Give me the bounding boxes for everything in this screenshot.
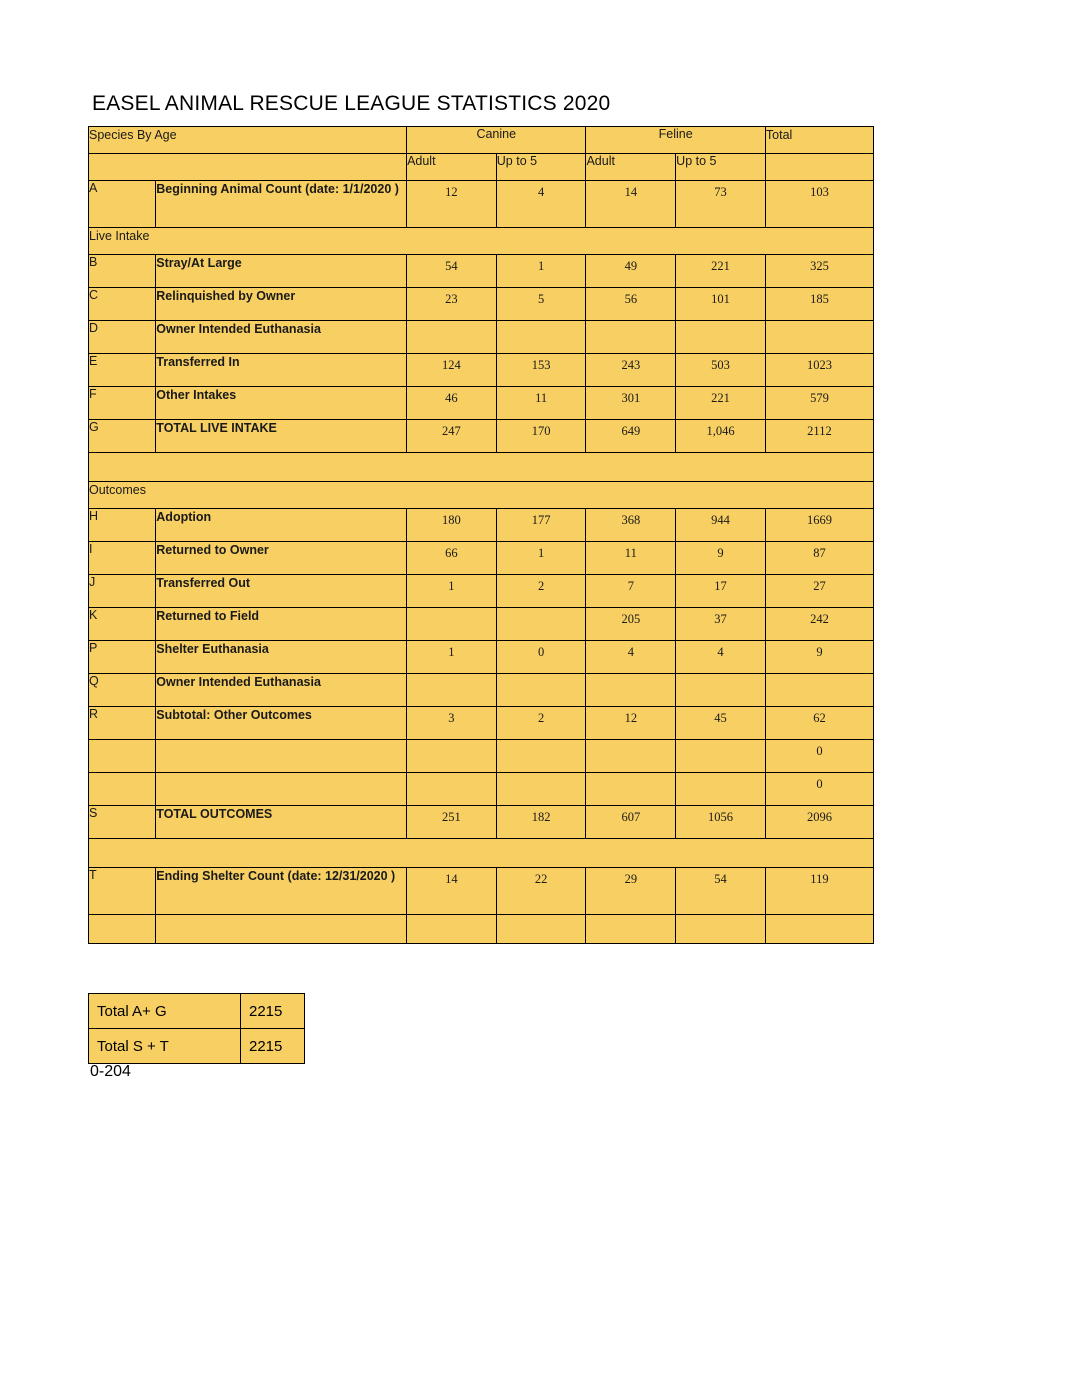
cell-canine-up5: 22 xyxy=(496,868,586,915)
cell-feline-adult xyxy=(586,773,676,806)
cell-total: 185 xyxy=(765,288,873,321)
footnote: 0-204 xyxy=(90,1063,131,1080)
cell-feline-up5: 54 xyxy=(676,868,766,915)
cell-total: 325 xyxy=(765,255,873,288)
cell-canine-adult: 54 xyxy=(407,255,497,288)
row-label: Transferred Out xyxy=(156,575,407,608)
row-label: Adoption xyxy=(156,509,407,542)
cell-feline-up5: 1,046 xyxy=(676,420,766,453)
page-title: EASEL ANIMAL RESCUE LEAGUE STATISTICS 2020 xyxy=(92,92,611,115)
row-label: Other Intakes xyxy=(156,387,407,420)
table-row xyxy=(89,740,874,773)
cell-feline-up5 xyxy=(676,674,766,707)
section-label: Live Intake xyxy=(89,228,874,255)
row-label xyxy=(156,773,407,806)
spacer-cell xyxy=(156,915,407,944)
row-code: G xyxy=(89,420,156,453)
cell-canine-adult xyxy=(407,608,497,641)
cell-feline-adult: 7 xyxy=(586,575,676,608)
cell-canine-adult: 247 xyxy=(407,420,497,453)
cell-feline-adult: 205 xyxy=(586,608,676,641)
cell-feline-adult: 11 xyxy=(586,542,676,575)
cell-feline-up5: 9 xyxy=(676,542,766,575)
section-header-outcomes xyxy=(89,482,874,509)
cell-canine-adult: 1 xyxy=(407,575,497,608)
row-code: K xyxy=(89,608,156,641)
cell-canine-adult: 3 xyxy=(407,707,497,740)
cell-feline-up5: 4 xyxy=(676,641,766,674)
cell-canine-up5: 0 xyxy=(496,641,586,674)
row-code: H xyxy=(89,509,156,542)
cell-total xyxy=(765,321,873,354)
cell-canine-up5: 11 xyxy=(496,387,586,420)
cell-total: 27 xyxy=(765,575,873,608)
row-label: Transferred In xyxy=(156,354,407,387)
totals-table xyxy=(88,993,305,1064)
row-code: D xyxy=(89,321,156,354)
cell-total: 579 xyxy=(765,387,873,420)
cell-feline-adult: 649 xyxy=(586,420,676,453)
spacer-cell xyxy=(676,915,766,944)
spacer-cell xyxy=(496,915,586,944)
header-canine: Canine xyxy=(407,127,586,154)
row-code: F xyxy=(89,387,156,420)
table-row xyxy=(89,707,874,740)
cell-feline-adult: 4 xyxy=(586,641,676,674)
table-row xyxy=(89,321,874,354)
statistics-table xyxy=(88,126,874,944)
row-code xyxy=(89,773,156,806)
cell-canine-adult: 14 xyxy=(407,868,497,915)
cell-total xyxy=(765,674,873,707)
spacer-row xyxy=(89,915,874,944)
cell-total: 1023 xyxy=(765,354,873,387)
totals-value: 2215 xyxy=(241,1029,305,1064)
row-code: J xyxy=(89,575,156,608)
row-label: Beginning Animal Count (date: 1/1/2020 ) xyxy=(156,181,407,228)
table-row xyxy=(89,806,874,839)
spacer-row xyxy=(89,839,874,868)
spacer-cell xyxy=(407,915,497,944)
totals-row xyxy=(89,994,305,1029)
cell-canine-up5 xyxy=(496,674,586,707)
header-total: Total xyxy=(765,127,873,154)
cell-canine-adult: 180 xyxy=(407,509,497,542)
cell-total: 87 xyxy=(765,542,873,575)
row-label: Stray/At Large xyxy=(156,255,407,288)
cell-canine-up5: 182 xyxy=(496,806,586,839)
cell-feline-adult xyxy=(586,674,676,707)
cell-canine-up5: 153 xyxy=(496,354,586,387)
section-label: Outcomes xyxy=(89,482,874,509)
spacer-cell xyxy=(89,915,156,944)
cell-canine-up5: 5 xyxy=(496,288,586,321)
cell-feline-up5 xyxy=(676,773,766,806)
cell-feline-adult: 607 xyxy=(586,806,676,839)
cell-feline-adult xyxy=(586,740,676,773)
spacer-cell xyxy=(89,839,874,868)
cell-canine-up5: 1 xyxy=(496,542,586,575)
cell-canine-up5: 4 xyxy=(496,181,586,228)
cell-canine-adult xyxy=(407,674,497,707)
cell-feline-up5: 101 xyxy=(676,288,766,321)
table-row xyxy=(89,674,874,707)
cell-canine-adult xyxy=(407,321,497,354)
row-label: Subtotal: Other Outcomes xyxy=(156,707,407,740)
row-label: Owner Intended Euthanasia xyxy=(156,674,407,707)
cell-feline-up5: 73 xyxy=(676,181,766,228)
row-code: P xyxy=(89,641,156,674)
cell-feline-adult: 49 xyxy=(586,255,676,288)
cell-total: 0 xyxy=(765,740,873,773)
table-row xyxy=(89,773,874,806)
row-code: R xyxy=(89,707,156,740)
row-code: Q xyxy=(89,674,156,707)
cell-canine-up5 xyxy=(496,608,586,641)
cell-canine-adult: 1 xyxy=(407,641,497,674)
row-label: TOTAL LIVE INTAKE xyxy=(156,420,407,453)
row-code: A xyxy=(89,181,156,228)
row-label xyxy=(156,740,407,773)
cell-total: 2096 xyxy=(765,806,873,839)
totals-label: Total A+ G xyxy=(89,994,241,1029)
cell-feline-up5: 17 xyxy=(676,575,766,608)
cell-canine-up5: 2 xyxy=(496,575,586,608)
cell-canine-up5: 177 xyxy=(496,509,586,542)
row-label: TOTAL OUTCOMES xyxy=(156,806,407,839)
cell-canine-up5 xyxy=(496,773,586,806)
cell-feline-up5: 221 xyxy=(676,387,766,420)
table-row xyxy=(89,420,874,453)
cell-canine-up5: 2 xyxy=(496,707,586,740)
row-code: S xyxy=(89,806,156,839)
row-code xyxy=(89,740,156,773)
totals-label: Total S + T xyxy=(89,1029,241,1064)
table-row xyxy=(89,354,874,387)
spacer-cell xyxy=(89,453,874,482)
cell-canine-adult xyxy=(407,773,497,806)
cell-canine-adult: 12 xyxy=(407,181,497,228)
subheader-feline-up-to-5: Up to 5 xyxy=(676,154,766,181)
cell-canine-adult: 251 xyxy=(407,806,497,839)
cell-feline-adult: 301 xyxy=(586,387,676,420)
subheader-total-spacer xyxy=(765,154,873,181)
table-row xyxy=(89,181,874,228)
cell-canine-up5 xyxy=(496,321,586,354)
row-code: B xyxy=(89,255,156,288)
header-species-by-age: Species By Age xyxy=(89,127,407,154)
table-row xyxy=(89,641,874,674)
table-row xyxy=(89,542,874,575)
cell-feline-adult: 368 xyxy=(586,509,676,542)
row-label: Ending Shelter Count (date: 12/31/2020 ) xyxy=(156,868,407,915)
header-feline: Feline xyxy=(586,127,765,154)
table-row xyxy=(89,868,874,915)
cell-feline-up5: 944 xyxy=(676,509,766,542)
cell-canine-adult: 124 xyxy=(407,354,497,387)
cell-canine-adult xyxy=(407,740,497,773)
cell-feline-up5: 45 xyxy=(676,707,766,740)
table-header-row xyxy=(89,127,874,154)
subheader-canine-up-to-5: Up to 5 xyxy=(496,154,586,181)
spacer-row xyxy=(89,453,874,482)
table-row xyxy=(89,387,874,420)
cell-canine-adult: 66 xyxy=(407,542,497,575)
cell-feline-adult: 243 xyxy=(586,354,676,387)
cell-canine-up5 xyxy=(496,740,586,773)
section-header-live-intake xyxy=(89,228,874,255)
row-label: Shelter Euthanasia xyxy=(156,641,407,674)
table-row xyxy=(89,255,874,288)
table-subheader-row xyxy=(89,154,874,181)
row-code: C xyxy=(89,288,156,321)
cell-feline-up5: 37 xyxy=(676,608,766,641)
cell-total: 103 xyxy=(765,181,873,228)
cell-feline-adult: 12 xyxy=(586,707,676,740)
cell-feline-up5 xyxy=(676,321,766,354)
cell-total: 119 xyxy=(765,868,873,915)
cell-feline-adult: 14 xyxy=(586,181,676,228)
totals-row xyxy=(89,1029,305,1064)
cell-total: 9 xyxy=(765,641,873,674)
row-code: E xyxy=(89,354,156,387)
cell-feline-up5: 1056 xyxy=(676,806,766,839)
spacer-cell xyxy=(765,915,873,944)
cell-canine-up5: 1 xyxy=(496,255,586,288)
row-label: Returned to Owner xyxy=(156,542,407,575)
table-row xyxy=(89,575,874,608)
cell-total: 2112 xyxy=(765,420,873,453)
subheader-canine-adult: Adult xyxy=(407,154,497,181)
cell-feline-up5: 221 xyxy=(676,255,766,288)
cell-total: 62 xyxy=(765,707,873,740)
cell-feline-up5: 503 xyxy=(676,354,766,387)
cell-total: 1669 xyxy=(765,509,873,542)
cell-total: 0 xyxy=(765,773,873,806)
totals-value: 2215 xyxy=(241,994,305,1029)
row-code: T xyxy=(89,868,156,915)
cell-canine-adult: 46 xyxy=(407,387,497,420)
cell-feline-adult xyxy=(586,321,676,354)
subheader-spacer xyxy=(89,154,407,181)
cell-feline-adult: 29 xyxy=(586,868,676,915)
table-row xyxy=(89,608,874,641)
cell-feline-up5 xyxy=(676,740,766,773)
row-label: Relinquished by Owner xyxy=(156,288,407,321)
row-label: Owner Intended Euthanasia xyxy=(156,321,407,354)
cell-canine-adult: 23 xyxy=(407,288,497,321)
table-row xyxy=(89,509,874,542)
cell-feline-adult: 56 xyxy=(586,288,676,321)
cell-canine-up5: 170 xyxy=(496,420,586,453)
cell-total: 242 xyxy=(765,608,873,641)
table-row xyxy=(89,288,874,321)
spacer-cell xyxy=(586,915,676,944)
subheader-feline-adult: Adult xyxy=(586,154,676,181)
row-code: I xyxy=(89,542,156,575)
row-label: Returned to Field xyxy=(156,608,407,641)
